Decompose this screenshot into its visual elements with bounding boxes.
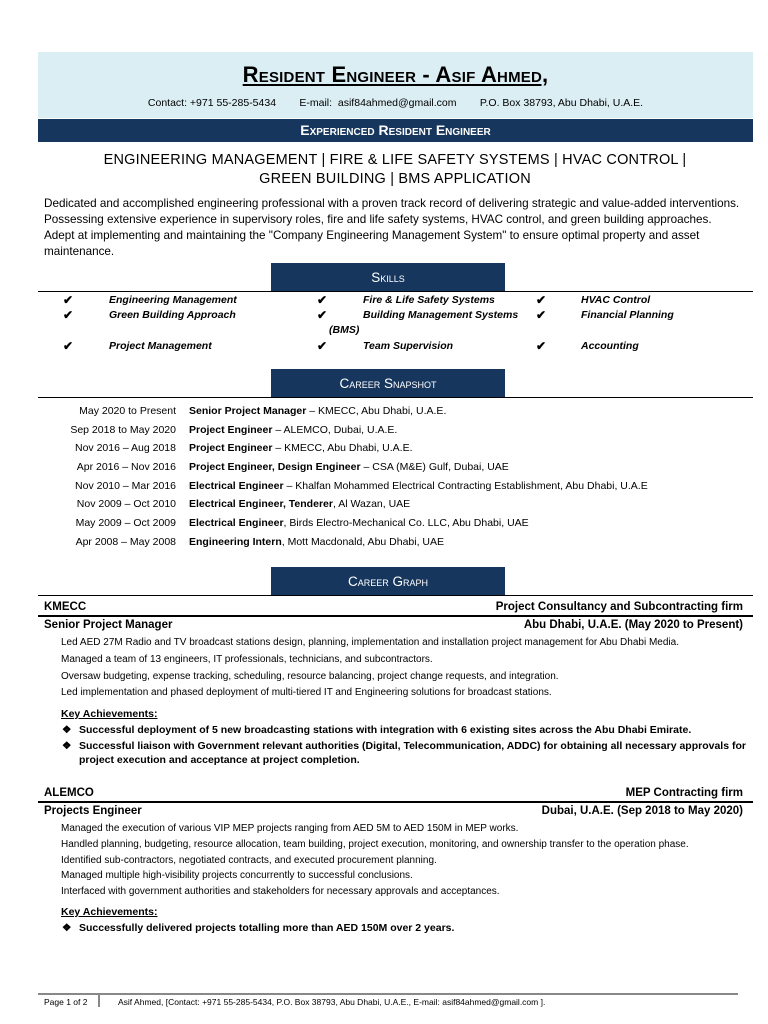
snapshot-row bbox=[38, 514, 753, 532]
job-company: ALEMCO bbox=[44, 787, 94, 799]
skill-item-continuation: (BMS) bbox=[329, 324, 360, 336]
snapshot-date: May 2009 – Oct 2009 bbox=[75, 517, 176, 529]
skill-item: Engineering Management bbox=[109, 294, 237, 306]
check-icon: ✔ bbox=[536, 293, 547, 307]
skill-item: Team Supervision bbox=[363, 340, 454, 352]
snapshot-row bbox=[38, 402, 753, 420]
skills-heading: Skills bbox=[271, 263, 505, 291]
skill-item: Building Management Systems bbox=[363, 309, 519, 321]
skill-item: Accounting bbox=[581, 340, 639, 352]
snapshot-date: Nov 2010 – Mar 2016 bbox=[75, 480, 176, 492]
bullet-text: Managed the execution of various VIP MEP projects ranging from AED 5M to AED 150M in MEP works. bbox=[61, 823, 519, 834]
career-snapshot-heading: Career Snapshot bbox=[271, 369, 505, 397]
snapshot-role: Electrical Engineer bbox=[189, 517, 284, 529]
skills-divider bbox=[38, 291, 753, 292]
snapshot-org: , Birds Electro-Mechanical Co. LLC, Abu Dhabi, UAE bbox=[283, 517, 529, 529]
specialties-line-2: GREEN BUILDING | BMS APPLICATION bbox=[259, 171, 531, 187]
snapshot-role: Project Engineer bbox=[189, 424, 273, 436]
snapshot-role: Project Engineer bbox=[189, 442, 273, 454]
snapshot-org: – KMECC, Abu Dhabi, U.A.E. bbox=[272, 442, 413, 454]
check-icon: ✔ bbox=[63, 293, 74, 307]
skill-item: Financial Planning bbox=[581, 309, 674, 321]
footer-divider bbox=[38, 993, 738, 995]
skill-item: Green Building Approach bbox=[109, 309, 236, 321]
job-location: Dubai, U.A.E. (Sep 2018 to May 2020) bbox=[541, 805, 743, 817]
snapshot-divider bbox=[38, 397, 753, 398]
snapshot-org: , Al Wazan, UAE bbox=[332, 498, 411, 510]
check-icon: ✔ bbox=[536, 308, 547, 322]
snapshot-org: – CSA (M&E) Gulf, Dubai, UAE bbox=[360, 461, 509, 473]
resume-name: Resident Engineer - Asif Ahmed, bbox=[242, 62, 549, 87]
snapshot-org: , Mott Macdonald, Abu Dhabi, UAE bbox=[281, 536, 445, 548]
snapshot-role: Project Engineer, Design Engineer bbox=[189, 461, 361, 473]
job-title: Projects Engineer bbox=[44, 805, 142, 817]
job-company: KMECC bbox=[44, 601, 87, 613]
snapshot-date: May 2020 to Present bbox=[79, 405, 176, 417]
diamond-icon: ❖ bbox=[62, 724, 72, 736]
snapshot-row bbox=[38, 495, 753, 513]
achievement-text: Successful deployment of 5 new broadcasting stations with integration with 6 existing sites across the Abu Dhabi Emirate. bbox=[79, 724, 692, 736]
resume-header bbox=[38, 52, 753, 118]
job-firm-type: MEP Contracting firm bbox=[625, 787, 743, 799]
check-icon: ✔ bbox=[317, 339, 328, 353]
bullet-text: Handled planning, budgeting, resource allocation, team building, project execution, monitoring, and ownership transfer to the operation phase. bbox=[61, 839, 689, 850]
headline-bar: Experienced Resident Engineer bbox=[38, 119, 753, 142]
professional-summary: Dedicated and accomplished engineering professional with a proven track record of delivering strategic and value-added interventions. Possessing extensive experience in supervisory roles, fire and life safety systems, HVAC control, and green building approaches. Adept at implementing and maintaining the "Company Engineering Management System" to ensure optimal property and asset maintenance. bbox=[44, 197, 740, 258]
check-icon: ✔ bbox=[317, 308, 328, 322]
bullet-text: Managed multiple high-visibility projects concurrently to successful conclusions. bbox=[61, 870, 413, 881]
achievement-item bbox=[62, 723, 746, 737]
snapshot-row bbox=[38, 477, 753, 495]
bullet-text: Interfaced with government authorities and stakeholders for necessary approvals and acceptances. bbox=[61, 886, 500, 897]
bullet-text: Led AED 27M Radio and TV broadcast stations design, planning, implementation and installation project management for Abu Dhabi Media. bbox=[61, 637, 679, 648]
key-achievements-label: Key Achievements: bbox=[61, 708, 158, 720]
snapshot-date: Nov 2009 – Oct 2010 bbox=[76, 498, 176, 510]
snapshot-row bbox=[38, 533, 753, 551]
bullet-text: Led implementation and phased deployment of multi-tiered IT and Engineering solutions for broadcast stations. bbox=[61, 687, 552, 698]
snapshot-row bbox=[38, 421, 753, 439]
achievement-text: Successfully delivered projects totalling more than AED 150M over 2 years. bbox=[79, 922, 455, 934]
skill-item: HVAC Control bbox=[581, 294, 651, 306]
snapshot-role: Senior Project Manager bbox=[189, 405, 307, 417]
snapshot-row bbox=[38, 439, 753, 457]
achievement-item bbox=[62, 921, 746, 935]
bullet-text: Oversaw budgeting, expense tracking, scheduling, resource balancing, project change requests, and integration. bbox=[61, 671, 559, 682]
snapshot-date: Nov 2016 – Aug 2018 bbox=[74, 442, 176, 454]
page-number: Page 1 of 2 bbox=[44, 997, 88, 1007]
diamond-icon: ❖ bbox=[62, 922, 72, 934]
snapshot-org: – ALEMCO, Dubai, U.A.E. bbox=[272, 424, 398, 436]
snapshot-org: – Khalfan Mohammed Electrical Contracting Establishment, Abu Dhabi, U.A.E bbox=[283, 480, 648, 492]
job-divider bbox=[38, 615, 753, 617]
check-icon: ✔ bbox=[63, 339, 74, 353]
snapshot-row bbox=[38, 458, 753, 476]
snapshot-role: Electrical Engineer, Tenderer bbox=[189, 498, 333, 510]
snapshot-role: Electrical Engineer bbox=[189, 480, 284, 492]
specialties bbox=[50, 151, 740, 189]
skill-item: Fire & Life Safety Systems bbox=[363, 294, 495, 306]
career-graph-heading: Career Graph bbox=[271, 567, 505, 595]
contact-line: Contact: +971 55-285-5434 E-mail: asif84ahmed@gmail.com P.O. Box 38793, Abu Dhabi, U.A.E. bbox=[147, 97, 644, 109]
key-achievements-label: Key Achievements: bbox=[61, 906, 158, 918]
snapshot-date: Sep 2018 to May 2020 bbox=[70, 424, 176, 436]
check-icon: ✔ bbox=[317, 293, 328, 307]
snapshot-date: Apr 2016 – Nov 2016 bbox=[76, 461, 176, 473]
graph-divider bbox=[38, 595, 753, 596]
job-location: Abu Dhabi, U.A.E. (May 2020 to Present) bbox=[523, 619, 743, 631]
diamond-icon: ❖ bbox=[62, 740, 72, 752]
snapshot-date: Apr 2008 – May 2008 bbox=[75, 536, 176, 548]
footer-separator bbox=[98, 995, 100, 1007]
job-title: Senior Project Manager bbox=[44, 619, 173, 631]
check-icon: ✔ bbox=[536, 339, 547, 353]
footer-text: Asif Ahmed, [Contact: +971 55-285-5434, P.O. Box 38793, Abu Dhabi, U.A.E., E-mail: asif84ahmed@gmail.com ]. bbox=[118, 997, 546, 1007]
skill-item: Project Management bbox=[109, 340, 212, 352]
achievement-text: Successful liaison with Government relevant authorities (Digital, Telecommunication, ADDC) for obtaining all necessary approvals for project execution and acceptance at project completion. bbox=[79, 740, 746, 766]
job-firm-type: Project Consultancy and Subcontracting firm bbox=[495, 601, 743, 613]
check-icon: ✔ bbox=[63, 308, 74, 322]
bullet-text: Managed a team of 13 engineers, IT professionals, technicians, and subcontractors. bbox=[61, 654, 433, 665]
bullet-text: Identified sub-contractors, negotiated contracts, and executed procurement planning. bbox=[61, 855, 437, 866]
achievement-item bbox=[62, 739, 746, 767]
job-divider bbox=[38, 801, 753, 803]
snapshot-role: Engineering Intern bbox=[189, 536, 282, 548]
specialties-line-1: ENGINEERING MANAGEMENT | FIRE & LIFE SAFETY SYSTEMS | HVAC CONTROL | bbox=[103, 152, 687, 168]
snapshot-org: – KMECC, Abu Dhabi, U.A.E. bbox=[306, 405, 447, 417]
